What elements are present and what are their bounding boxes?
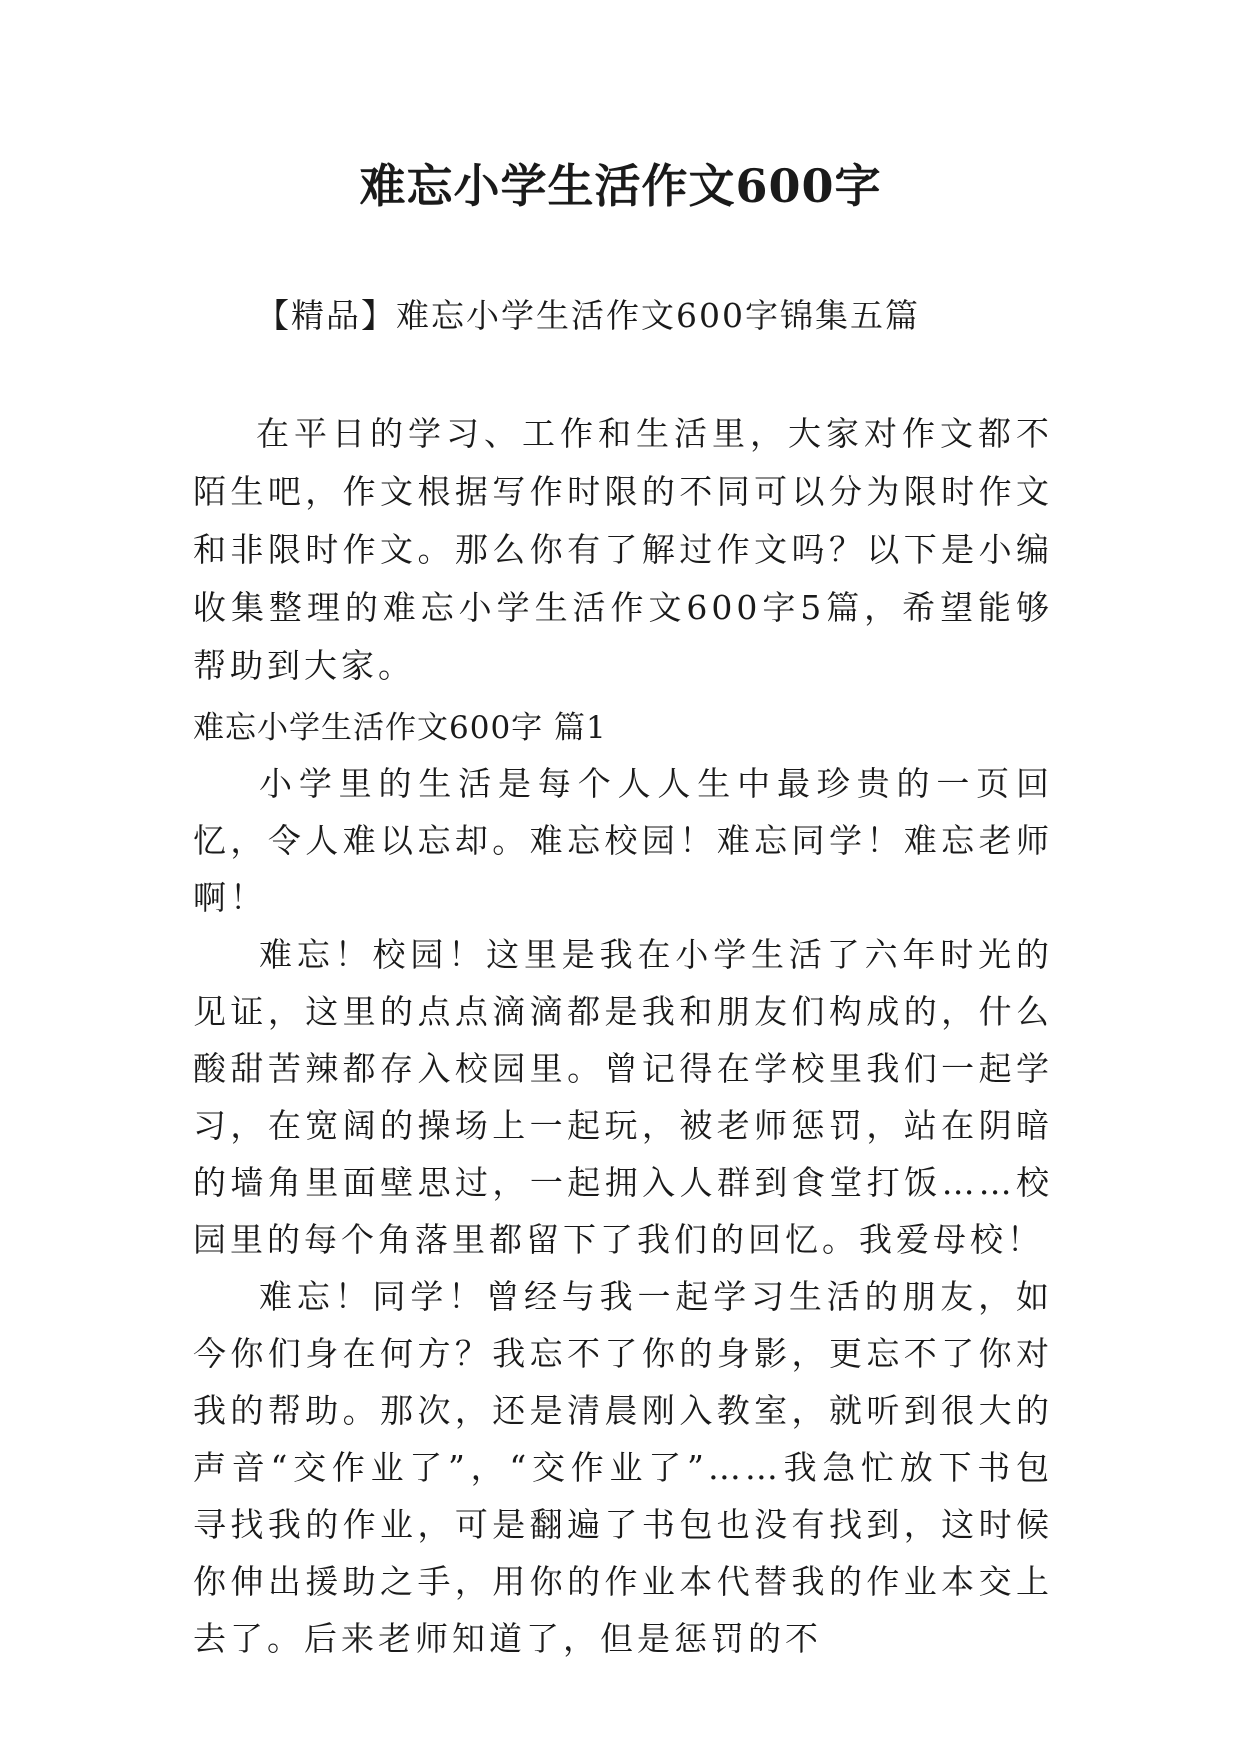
document-subtitle: 【精品】难忘小学生活作文600字锦集五篇 — [256, 296, 920, 335]
intro-paragraph: 在平日的学习、工作和生活里，大家对作文都不陌生吧，作文根据写作时限的不同可以分为限时作文和非限时作文。那么你有了解过作文吗？以下是小编收集整理的难忘小学生活作文600字5篇，希望能够帮助到大家。 — [193, 414, 1053, 685]
section-heading: 难忘小学生活作文600字 篇1 — [193, 710, 607, 746]
document-title: 难忘小学生活作文600字 — [359, 159, 882, 213]
section-paragraph: 小学里的生活是每个人人生中最珍贵的一页回忆，令人难以忘却。难忘校园！难忘同学！难忘老师啊！ — [193, 764, 1053, 917]
section-body — [193, 755, 1053, 1667]
section-paragraph: 难忘！校园！这里是我在小学生活了六年时光的见证，这里的点点滴滴都是我和朋友们构成的，什么酸甜苦辣都存入校园里。曾记得在学校里我们一起学习，在宽阔的操场上一起玩，被老师惩罚，站在阴暗的墙角里面壁思过，一起拥入人群到食堂打饭……校园里的每个角落里都留下了我们的回忆。我爱母校！ — [193, 935, 1053, 1259]
section-paragraph: 难忘！同学！曾经与我一起学习生活的朋友，如今你们身在何方？我忘不了你的身影，更忘不了你对我的帮助。那次，还是清晨刚入教室，就听到很大的声音“交作业了”，“交作业了”……我急忙放下书包寻找我的作业，可是翻遍了书包也没有找到，这时候你伸出援助之手，用你的作业本代替我的作业本交上去了。后来老师知道了，但是惩罚的不 — [193, 1277, 1053, 1658]
